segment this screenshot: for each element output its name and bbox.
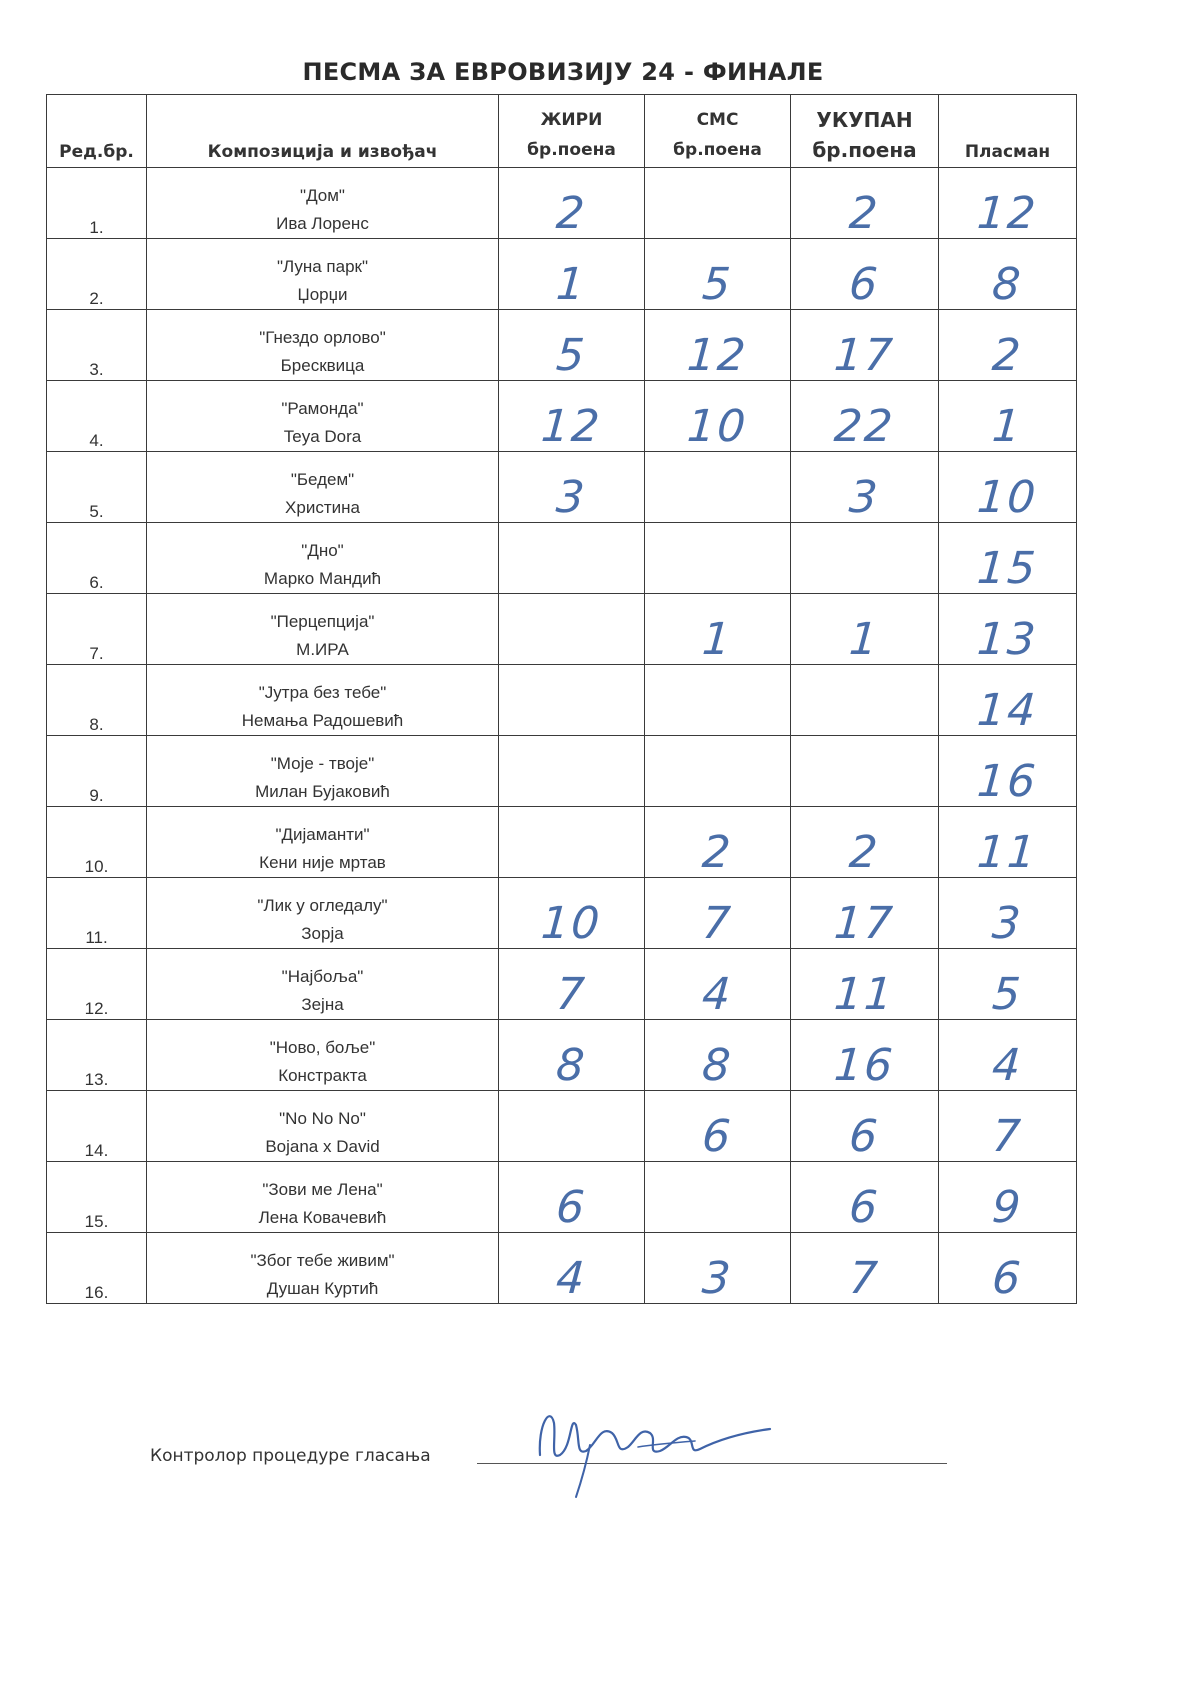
artist-name: Марко Мандић bbox=[263, 569, 382, 588]
header-sms-unit: бр.поена bbox=[673, 140, 762, 160]
song-cell bbox=[147, 452, 499, 523]
row-number: 14. bbox=[47, 1091, 147, 1162]
song-cell bbox=[147, 1233, 499, 1304]
placement-value: 3 bbox=[936, 878, 1079, 949]
placement-value: 15 bbox=[936, 523, 1079, 594]
song-cell bbox=[147, 949, 499, 1020]
table-row bbox=[47, 1020, 1077, 1091]
total-points: 22 bbox=[788, 381, 941, 452]
song-title: "Јутра без тебе" bbox=[258, 683, 387, 702]
placement-value: 8 bbox=[936, 239, 1079, 310]
sms-points: 1 bbox=[642, 594, 793, 665]
sms-points bbox=[642, 523, 793, 594]
table-row bbox=[47, 736, 1077, 807]
total-points: 16 bbox=[788, 1020, 941, 1091]
sms-points: 2 bbox=[642, 807, 793, 878]
song-cell bbox=[147, 1162, 499, 1233]
song-cell bbox=[147, 239, 499, 310]
song-title: "Лик у огледалу" bbox=[257, 896, 388, 915]
table-row bbox=[47, 807, 1077, 878]
song-title: "Најбоља" bbox=[281, 967, 364, 986]
song-title: "Дом" bbox=[300, 186, 345, 205]
row-number: 8. bbox=[47, 665, 147, 736]
sms-points: 12 bbox=[642, 310, 793, 381]
song-title: "Бедем" bbox=[290, 470, 355, 489]
jury-points bbox=[496, 807, 647, 878]
song-title: "Гнездо орлово" bbox=[259, 328, 386, 347]
table-row bbox=[47, 594, 1077, 665]
song-title: "Луна парк" bbox=[276, 257, 369, 276]
header-total bbox=[791, 95, 939, 168]
song-cell bbox=[147, 523, 499, 594]
total-points: 6 bbox=[788, 1162, 941, 1233]
header-sms bbox=[645, 95, 791, 168]
artist-name: Бресквица bbox=[280, 356, 365, 375]
total-points: 2 bbox=[788, 807, 941, 878]
song-title: "Моје - твоје" bbox=[270, 754, 375, 773]
placement-value: 1 bbox=[936, 381, 1079, 452]
row-number: 5. bbox=[47, 452, 147, 523]
jury-points: 5 bbox=[496, 310, 647, 381]
results-table bbox=[46, 94, 1077, 1304]
sms-points bbox=[642, 168, 793, 239]
song-title: "Дијаманти" bbox=[275, 825, 370, 844]
sms-points: 10 bbox=[642, 381, 793, 452]
sms-points bbox=[642, 1162, 793, 1233]
row-number: 10. bbox=[47, 807, 147, 878]
song-title: "No No No" bbox=[279, 1109, 366, 1128]
row-number: 4. bbox=[47, 381, 147, 452]
header-total-title: УКУПАН bbox=[816, 108, 913, 132]
song-cell bbox=[147, 381, 499, 452]
artist-name: Лена Ковачевић bbox=[258, 1208, 387, 1227]
jury-points bbox=[496, 1091, 647, 1162]
placement-value: 13 bbox=[936, 594, 1079, 665]
placement-value: 5 bbox=[936, 949, 1079, 1020]
total-points: 6 bbox=[788, 1091, 941, 1162]
artist-name: Милан Бујаковић bbox=[255, 782, 390, 801]
placement-value: 10 bbox=[936, 452, 1079, 523]
table-row bbox=[47, 665, 1077, 736]
sms-points bbox=[642, 452, 793, 523]
jury-points: 3 bbox=[496, 452, 647, 523]
table-row bbox=[47, 1233, 1077, 1304]
row-number: 12. bbox=[47, 949, 147, 1020]
artist-name: Душан Куртић bbox=[266, 1279, 379, 1298]
table-row bbox=[47, 239, 1077, 310]
results-body bbox=[47, 168, 1077, 1304]
jury-points bbox=[496, 594, 647, 665]
table-row bbox=[47, 1091, 1077, 1162]
placement-value: 11 bbox=[936, 807, 1079, 878]
artist-name: Зорја bbox=[301, 924, 344, 943]
jury-points: 8 bbox=[496, 1020, 647, 1091]
song-cell bbox=[147, 878, 499, 949]
artist-name: Зејна bbox=[301, 995, 344, 1014]
document-title: ПЕСМА ЗА ЕВРОВИЗИЈУ 24 - ФИНАЛЕ bbox=[302, 58, 824, 86]
placement-value: 12 bbox=[936, 168, 1079, 239]
header-song-artist: Композиција и извођач bbox=[147, 95, 499, 168]
header-jury-unit: бр.поена bbox=[527, 140, 616, 160]
jury-points bbox=[496, 736, 647, 807]
row-number: 11. bbox=[47, 878, 147, 949]
header-sms-title: СМС bbox=[696, 110, 739, 130]
total-points bbox=[788, 523, 941, 594]
total-points: 7 bbox=[788, 1233, 941, 1304]
row-number: 15. bbox=[47, 1162, 147, 1233]
header-total-unit: бр.поена bbox=[812, 138, 917, 162]
placement-value: 6 bbox=[936, 1233, 1079, 1304]
jury-points: 10 bbox=[496, 878, 647, 949]
artist-name: Bojana x David bbox=[265, 1137, 380, 1156]
sms-points: 4 bbox=[642, 949, 793, 1020]
song-cell bbox=[147, 168, 499, 239]
sms-points bbox=[642, 736, 793, 807]
artist-name: Teya Dora bbox=[283, 427, 362, 446]
total-points: 11 bbox=[788, 949, 941, 1020]
row-number: 16. bbox=[47, 1233, 147, 1304]
row-number: 3. bbox=[47, 310, 147, 381]
jury-points bbox=[496, 665, 647, 736]
sms-points: 5 bbox=[642, 239, 793, 310]
sms-points bbox=[642, 665, 793, 736]
sms-points: 6 bbox=[642, 1091, 793, 1162]
jury-points: 12 bbox=[496, 381, 647, 452]
total-points: 1 bbox=[788, 594, 941, 665]
signature-image bbox=[520, 1385, 780, 1505]
artist-name: Немања Радошевић bbox=[241, 711, 404, 730]
table-row bbox=[47, 878, 1077, 949]
row-number: 13. bbox=[47, 1020, 147, 1091]
jury-points: 2 bbox=[496, 168, 647, 239]
song-cell bbox=[147, 736, 499, 807]
artist-name: Констракта bbox=[278, 1066, 367, 1085]
header-jury-title: ЖИРИ bbox=[540, 110, 603, 130]
song-cell bbox=[147, 665, 499, 736]
song-title: "Зови ме Лена" bbox=[262, 1180, 383, 1199]
sms-points: 8 bbox=[642, 1020, 793, 1091]
jury-points: 4 bbox=[496, 1233, 647, 1304]
song-title: "Дно" bbox=[301, 541, 344, 560]
table-row bbox=[47, 168, 1077, 239]
song-cell bbox=[147, 1091, 499, 1162]
placement-value: 9 bbox=[936, 1162, 1079, 1233]
total-points: 17 bbox=[788, 878, 941, 949]
header-rank-no: Ред.бр. bbox=[47, 95, 147, 168]
song-cell bbox=[147, 1020, 499, 1091]
placement-value: 14 bbox=[936, 665, 1079, 736]
table-row bbox=[47, 1162, 1077, 1233]
song-cell bbox=[147, 807, 499, 878]
table-row bbox=[47, 949, 1077, 1020]
placement-value: 7 bbox=[936, 1091, 1079, 1162]
total-points: 3 bbox=[788, 452, 941, 523]
table-row bbox=[47, 381, 1077, 452]
controller-label: Контролор процедуре гласања bbox=[150, 1446, 431, 1466]
row-number: 6. bbox=[47, 523, 147, 594]
table-row bbox=[47, 523, 1077, 594]
total-points: 17 bbox=[788, 310, 941, 381]
header-placement: Пласман bbox=[939, 95, 1077, 168]
total-points: 6 bbox=[788, 239, 941, 310]
song-cell bbox=[147, 310, 499, 381]
song-cell bbox=[147, 594, 499, 665]
song-title: "Због тебе живим" bbox=[250, 1251, 395, 1270]
artist-name: Христина bbox=[285, 498, 360, 517]
placement-value: 2 bbox=[936, 310, 1079, 381]
row-number: 2. bbox=[47, 239, 147, 310]
jury-points: 1 bbox=[496, 239, 647, 310]
header-row bbox=[47, 95, 1077, 168]
artist-name: М.ИРА bbox=[296, 640, 349, 659]
song-title: "Перцепција" bbox=[270, 612, 375, 631]
row-number: 9. bbox=[47, 736, 147, 807]
placement-value: 16 bbox=[936, 736, 1079, 807]
placement-value: 4 bbox=[936, 1020, 1079, 1091]
total-points: 2 bbox=[788, 168, 941, 239]
total-points bbox=[788, 665, 941, 736]
header-jury bbox=[499, 95, 645, 168]
artist-name: Кени није мртав bbox=[259, 853, 386, 872]
artist-name: Ива Лоренс bbox=[276, 214, 369, 233]
row-number: 7. bbox=[47, 594, 147, 665]
song-title: "Рамонда" bbox=[281, 399, 364, 418]
song-title: "Ново, боље" bbox=[269, 1038, 376, 1057]
jury-points bbox=[496, 523, 647, 594]
jury-points: 6 bbox=[496, 1162, 647, 1233]
table-row bbox=[47, 310, 1077, 381]
sms-points: 7 bbox=[642, 878, 793, 949]
sms-points: 3 bbox=[642, 1233, 793, 1304]
table-row bbox=[47, 452, 1077, 523]
row-number: 1. bbox=[47, 168, 147, 239]
jury-points: 7 bbox=[496, 949, 647, 1020]
artist-name: Џорџи bbox=[297, 285, 348, 304]
total-points bbox=[788, 736, 941, 807]
